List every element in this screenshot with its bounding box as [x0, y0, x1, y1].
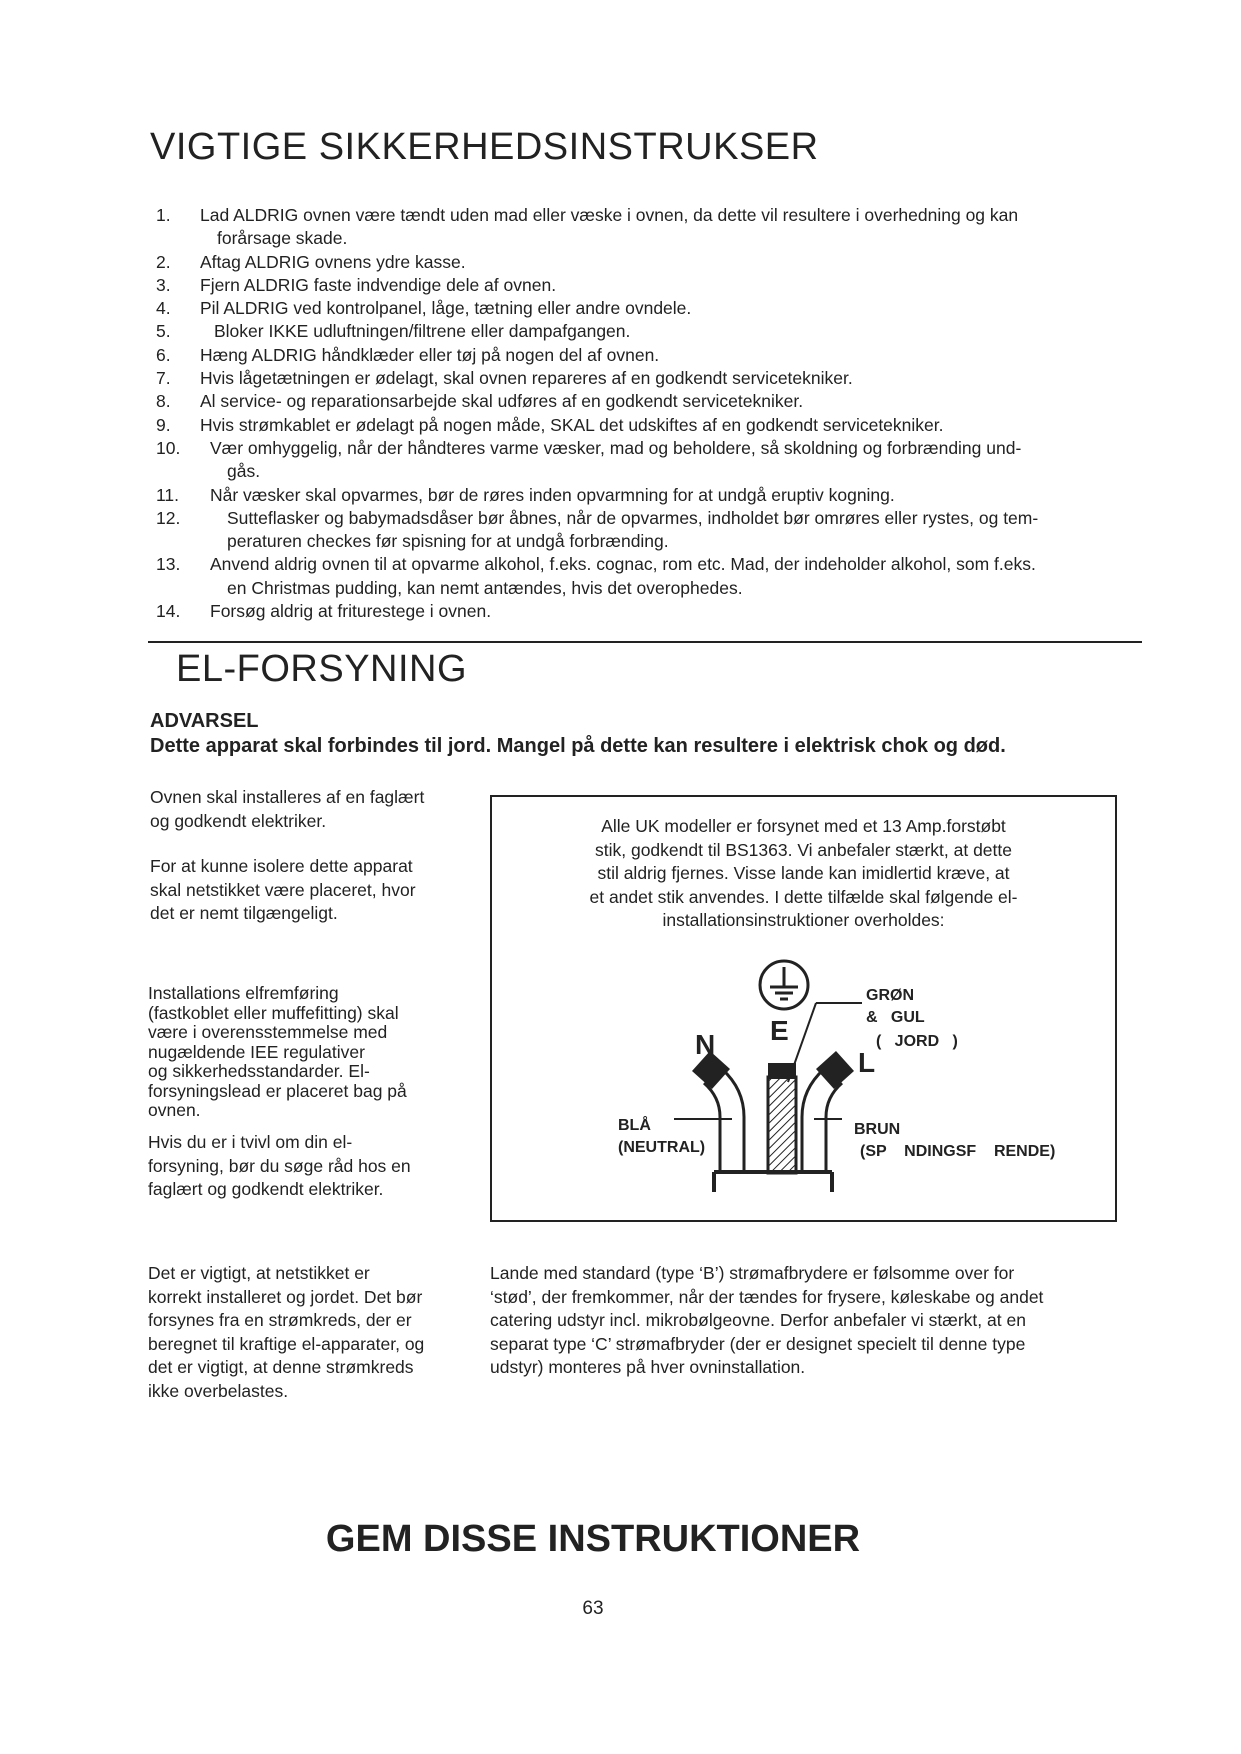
live-wire-outer	[826, 1083, 842, 1172]
uk-plug-box	[490, 795, 1117, 1222]
safety-list	[140, 204, 1130, 623]
list-item: 5. Bloker IKKE udluftningen/filtrene eller dampafgangen.	[156, 321, 631, 342]
list-item: 9. Hvis strømkablet er ødelagt på nogen måde, SKAL det udskiftes af en godkendt servicetekniker.	[156, 414, 944, 435]
safety-title: VIGTIGE SIKKERHEDSINSTRUKSER	[150, 126, 819, 168]
list-item: 13. Anvend aldrig ovnen til at opvarme alkohol, f.eks. cognac, rom etc. Mad, der indeholder alkohol, som f.eks. en Christmas pudding, kan nemt antændes, hvis det overophedes.	[156, 554, 1036, 598]
earth-icon	[760, 961, 808, 1009]
earth-terminal-cap	[768, 1063, 796, 1079]
warning-title: ADVARSEL	[150, 710, 259, 732]
list-item: 4. Pil ALDRIG ved kontrolpanel, låge, tætning eller andre ovndele.	[156, 298, 692, 319]
live-letter: L	[858, 1047, 876, 1078]
power-title: EL-FORSYNING	[176, 648, 468, 690]
list-item: 14. Forsøg aldrig at friturestege i ovnen.	[156, 601, 492, 622]
neutral-wire-outer	[704, 1083, 720, 1172]
yellow-label: & GUL	[866, 1009, 925, 1026]
live-terminal-cap	[816, 1051, 854, 1089]
list-item: 11. Når væsker skal opvarmes, bør de røres inden opvarmning for at undgå eruptiv kogning.	[156, 484, 895, 505]
live-wire-inner	[802, 1069, 824, 1172]
list-item: 7. Hvis lågetætningen er ødelagt, skal ovnen repareres af en godkendt servicetekniker.	[156, 368, 853, 389]
brown-label: BRUN	[854, 1121, 901, 1138]
green-label: GRØN	[866, 987, 914, 1004]
page-number: 63	[582, 1598, 604, 1619]
list-item: 1. Lad ALDRIG ovnen være tændt uden mad eller væske i ovnen, da dette vil resultere i overhedning og kan forårsage skade.	[156, 205, 1019, 249]
isolation-paragraph: For at kunne isolere dette apparat skal netstikket være placeret, hvor det er nemt tilgængeligt.	[150, 856, 416, 923]
list-item: 3. Fjern ALDRIG faste indvendige dele af ovnen.	[156, 274, 557, 295]
install-paragraph: Ovnen skal installeres af en faglært og godkendt elektriker.	[150, 787, 425, 831]
neutral-label: (NEUTRAL)	[618, 1139, 706, 1156]
live-label: (SP NDINGSF RENDE)	[860, 1143, 1056, 1160]
neutral-wire-inner	[722, 1069, 744, 1172]
list-item: 12. Sutteflasker og babymadsdåser bør åbnes, når de opvarmes, indholdet bør omrøres eller rystes, og tem- peraturen checkes før spisning for at undgå forbrænding.	[156, 507, 1039, 552]
footer-title: GEM DISSE INSTRUKTIONER	[325, 1518, 861, 1560]
grounding-paragraph: Det er vigtigt, at netstikket er korrekt installeret og jordet. Det bør forsynes fra en strømkreds, der er beregnet til kraftige el-apparater, og det er vigtigt, at denne strømkreds ikke overbelastes.	[148, 1263, 425, 1401]
list-item: 10. Vær omhyggelig, når der håndteres varme væsker, mad og beholdere, så skoldning og forbrænding und- gås.	[156, 437, 1022, 482]
neutral-letter: N	[695, 1029, 716, 1060]
breaker-paragraph: Lande med standard (type ‘B’) strømafbrydere er følsomme over for ‘stød’, der fremkommer, når der tændes for frysere, køleskabe og andet catering udstyr incl. mikrobølgeovne. Derfor anbefaler vi stærkt, at en separat type ‘C’ strømafbryder (der er designet specielt til denne type udstyr) monteres på hver ovninstallation.	[490, 1263, 1044, 1377]
list-item: 6. Hæng ALDRIG håndklæder eller tøj på nogen del af ovnen.	[156, 344, 660, 365]
earth-label: ( JORD )	[876, 1033, 958, 1050]
earth-terminal	[768, 1077, 796, 1173]
doubt-paragraph: Hvis du er i tvivl om din el- forsyning, bør du søge råd hos en faglært og godkendt elektriker.	[148, 1132, 411, 1199]
section-divider	[148, 641, 1142, 643]
uk-plug-text: Alle UK modeller er forsynet med et 13 Amp.forstøbt stik, godkendt til BS1363. Vi anbefaler stærkt, at dette stil aldrig fjernes. Visse lande kan imidlertid kræve, at et andet stik anvendes. I dette tilfælde skal følgende el- installationsinstruktioner overholdes:	[589, 816, 1018, 930]
list-item: 8. Al service- og reparationsarbejde skal udføres af en godkendt servicetekniker.	[156, 391, 804, 412]
warning-text: Dette apparat skal forbindes til jord. Mangel på dette kan resultere i elektrisk chok og død.	[150, 735, 1006, 757]
list-item: 2. Aftag ALDRIG ovnens ydre kasse.	[156, 251, 466, 272]
earth-letter: E	[770, 1015, 789, 1046]
wiring-paragraph: Installations elfremføring (fastkoblet eller muffefitting) skal være i overensstemmelse med nugældende IEE regulativer og sikkerhedsstandarder. El- forsyningslead er placeret bag på ovnen.	[148, 983, 407, 1120]
blue-label: BLÅ	[618, 1117, 651, 1134]
